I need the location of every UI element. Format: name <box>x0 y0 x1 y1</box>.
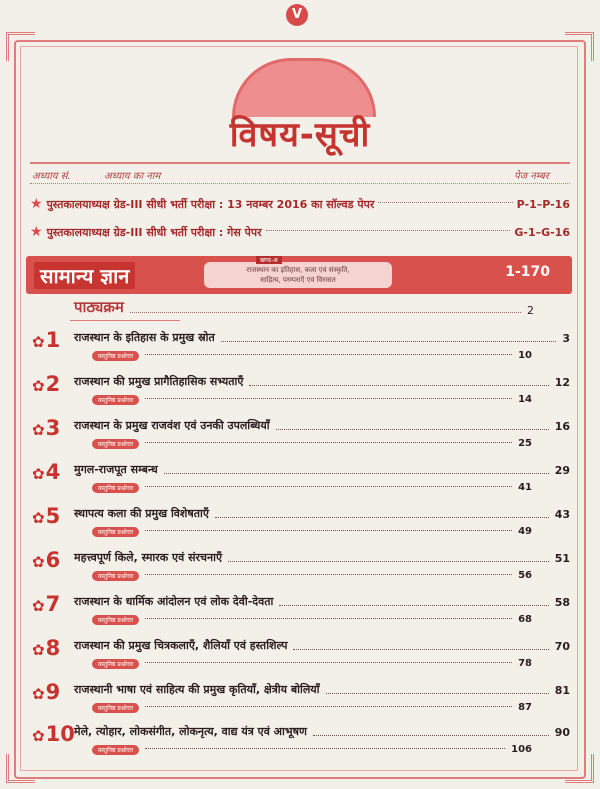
header-chapter-no: अध्याय सं. <box>32 171 71 182</box>
chapter-page: 43 <box>554 508 570 521</box>
chapter-title: राजस्थान के धार्मिक आंदोलन एवं लोक देवी-देवता <box>74 595 274 608</box>
chapter-item[interactable] <box>26 372 570 420</box>
leader-dots <box>164 473 549 474</box>
flower-icon: ✿ <box>32 641 45 659</box>
objective-qa-label: वस्तुनिष्ठ प्रश्नोत्तर <box>92 395 139 405</box>
leader-dots <box>145 574 512 575</box>
chapter-sub-row[interactable] <box>92 744 532 755</box>
chapter-row <box>74 724 570 739</box>
leader-dots <box>145 618 512 619</box>
leader-dots <box>326 693 549 694</box>
chapter-page: 51 <box>554 552 570 565</box>
section-subtitle-line1: राजस्थान का इतिहास, कला एवं संस्कृति, <box>246 266 350 274</box>
chapter-item[interactable] <box>26 504 570 552</box>
chapter-sub-row[interactable] <box>92 702 532 713</box>
chapter-page: 70 <box>554 640 570 653</box>
leader-dots <box>145 662 512 663</box>
entry-title: पुस्तकालयाध्यक्ष ग्रेड-III सीधी भर्ती परीक्षा : गेस पेपर <box>46 225 262 239</box>
leader-dots <box>145 398 512 399</box>
leader-dots <box>313 735 549 736</box>
chapter-row <box>74 594 570 609</box>
chapter-title: राजस्थान के इतिहास के प्रमुख स्रोत <box>74 331 215 344</box>
chapter-sub-row[interactable] <box>92 614 532 625</box>
chapter-sub-row[interactable] <box>92 482 532 493</box>
corner-ornament-top-left <box>6 32 35 61</box>
chapter-sub-row[interactable] <box>92 526 532 537</box>
section-subtitle <box>204 262 392 288</box>
chapter-item[interactable] <box>26 328 570 376</box>
syllabus-page: 2 <box>527 304 534 317</box>
chapter-item[interactable] <box>26 722 570 770</box>
chapter-row <box>74 374 570 389</box>
page-badge: V <box>286 4 308 26</box>
objective-qa-label: वस्तुनिष्ठ प्रश्नोत्तर <box>92 527 139 537</box>
chapter-page: 90 <box>554 726 570 739</box>
sub-page: 106 <box>511 744 532 755</box>
chapter-title: राजस्थान के प्रमुख राजवंश एवं उनकी उपलब्धियाँ <box>74 419 270 432</box>
chapter-page: 81 <box>554 684 570 697</box>
chapter-item[interactable] <box>26 460 570 508</box>
chapter-number: ✿10 <box>32 722 75 746</box>
section-tag: खण्ड-अ <box>256 256 282 264</box>
leader-dots <box>221 341 557 342</box>
objective-qa-label: वस्तुनिष्ठ प्रश्नोत्तर <box>92 351 139 361</box>
chapter-row <box>74 418 570 433</box>
chapter-number: ✿3 <box>32 416 61 440</box>
objective-qa-label: वस्तुनिष्ठ प्रश्नोत्तर <box>92 615 139 625</box>
leader-dots <box>276 429 549 430</box>
leader-dots <box>266 230 511 231</box>
chapter-item[interactable] <box>26 680 570 728</box>
flower-icon: ✿ <box>32 421 45 439</box>
chapter-page: 58 <box>554 596 570 609</box>
chapter-number: ✿1 <box>32 328 61 352</box>
chapter-sub-row[interactable] <box>92 658 532 669</box>
chapter-number: ✿2 <box>32 372 61 396</box>
chapter-title: राजस्थान की प्रमुख चित्रकलाएँ, शैलियाँ एवं हस्तशिल्प <box>74 639 288 652</box>
flower-icon: ✿ <box>32 333 45 351</box>
chapter-row <box>74 682 570 697</box>
leader-dots <box>145 748 505 749</box>
chapter-title: स्थापत्य कला की प्रमुख विशेषताएँ <box>74 507 209 520</box>
section-title: सामान्य ज्ञान <box>34 262 135 289</box>
chapter-row <box>74 462 570 477</box>
flower-icon: ✿ <box>32 597 45 615</box>
sub-page: 25 <box>518 438 532 449</box>
sub-page: 14 <box>518 394 532 405</box>
star-icon: ★ <box>30 224 43 240</box>
flower-icon: ✿ <box>32 685 45 703</box>
leader-dots <box>130 312 521 313</box>
chapter-item[interactable] <box>26 416 570 464</box>
objective-qa-label: वस्तुनिष्ठ प्रश्नोत्तर <box>92 659 139 669</box>
leader-dots <box>145 354 512 355</box>
chapter-number: ✿6 <box>32 548 61 572</box>
leader-dots <box>378 202 512 203</box>
title-divider <box>30 162 570 164</box>
objective-qa-label: वस्तुनिष्ठ प्रश्नोत्तर <box>92 483 139 493</box>
entry-pages: G-1–G-16 <box>514 225 570 239</box>
sub-page: 56 <box>518 570 532 581</box>
chapter-title: मेले, त्योहार, लोकसंगीत, लोकनृत्य, वाद्य यंत्र एवं आभूषण <box>74 725 307 738</box>
page-title: विषय-सूची <box>229 115 371 155</box>
sub-page: 68 <box>518 614 532 625</box>
chapter-title: राजस्थानी भाषा एवं साहित्य की प्रमुख कृतियाँ, क्षेत्रीय बोलियाँ <box>74 683 320 696</box>
star-icon: ★ <box>30 196 43 212</box>
chapter-title: राजस्थान की प्रमुख प्रागैतिहासिक सभ्यताएँ <box>74 375 244 388</box>
chapter-sub-row[interactable] <box>92 438 532 449</box>
leader-dots <box>145 486 512 487</box>
chapter-page: 12 <box>554 376 570 389</box>
sub-page: 41 <box>518 482 532 493</box>
leader-dots <box>145 530 512 531</box>
chapter-row <box>74 638 570 653</box>
flower-icon: ✿ <box>32 465 45 483</box>
chapter-number: ✿8 <box>32 636 61 660</box>
section-subtitle-line2: साहित्य, परम्पराएँ एवं विरासत <box>260 276 336 284</box>
chapter-title: महत्त्वपूर्ण किले, स्मारक एवं संरचनाएँ <box>74 551 223 564</box>
header-page-no: पेज नम्बर <box>514 171 549 182</box>
sub-page: 78 <box>518 658 532 669</box>
syllabus-underline <box>70 320 180 321</box>
flower-icon: ✿ <box>32 553 45 571</box>
leader-dots <box>228 561 549 562</box>
objective-qa-label: वस्तुनिष्ठ प्रश्नोत्तर <box>92 439 139 449</box>
header-divider <box>30 183 570 184</box>
chapter-item[interactable] <box>26 636 570 684</box>
leader-dots <box>145 706 512 707</box>
chapter-number: ✿7 <box>32 592 61 616</box>
sub-page: 49 <box>518 526 532 537</box>
syllabus-entry[interactable] <box>74 297 534 317</box>
chapter-page: 3 <box>562 332 570 345</box>
chapter-item[interactable] <box>26 592 570 640</box>
chapter-number: ✿4 <box>32 460 61 484</box>
special-entry-solved-paper[interactable] <box>30 194 570 214</box>
section-pages: 1-170 <box>505 264 550 280</box>
chapter-row <box>74 330 570 345</box>
header-chapter-name: अध्याय का नाम <box>104 171 161 182</box>
chapter-number: ✿9 <box>32 680 61 704</box>
chapter-number: ✿5 <box>32 504 61 528</box>
flower-icon: ✿ <box>32 727 45 745</box>
leader-dots <box>215 517 549 518</box>
sub-page: 87 <box>518 702 532 713</box>
section-banner[interactable] <box>26 256 572 294</box>
chapter-page: 29 <box>554 464 570 477</box>
chapter-row <box>74 550 570 565</box>
entry-title: पुस्तकालयाध्यक्ष ग्रेड-III सीधी भर्ती परीक्षा : 13 नवम्बर 2016 का सॉल्वड पेपर <box>46 197 375 211</box>
leader-dots <box>249 385 548 386</box>
corner-ornament-top-right <box>565 32 594 61</box>
chapter-row <box>74 506 570 521</box>
flower-icon: ✿ <box>32 377 45 395</box>
objective-qa-label: वस्तुनिष्ठ प्रश्नोत्तर <box>92 571 139 581</box>
leader-dots <box>293 649 548 650</box>
leader-dots <box>279 605 548 606</box>
chapter-sub-row[interactable] <box>92 570 532 581</box>
chapter-title: मुगल-राजपूत सम्बन्ध <box>74 463 158 476</box>
chapter-page: 16 <box>554 420 570 433</box>
objective-qa-label: वस्तुनिष्ठ प्रश्नोत्तर <box>92 703 139 713</box>
flower-icon: ✿ <box>32 509 45 527</box>
special-entry-guess-paper[interactable] <box>30 222 570 242</box>
chapter-sub-row[interactable] <box>92 394 532 405</box>
syllabus-label: पाठ्यक्रम <box>74 298 124 316</box>
entry-pages: P-1–P-16 <box>516 197 570 211</box>
sub-page: 10 <box>518 350 532 361</box>
objective-qa-label: वस्तुनिष्ठ प्रश्नोत्तर <box>92 745 139 755</box>
chapter-sub-row[interactable] <box>92 350 532 361</box>
chapter-item[interactable] <box>26 548 570 596</box>
leader-dots <box>145 442 512 443</box>
